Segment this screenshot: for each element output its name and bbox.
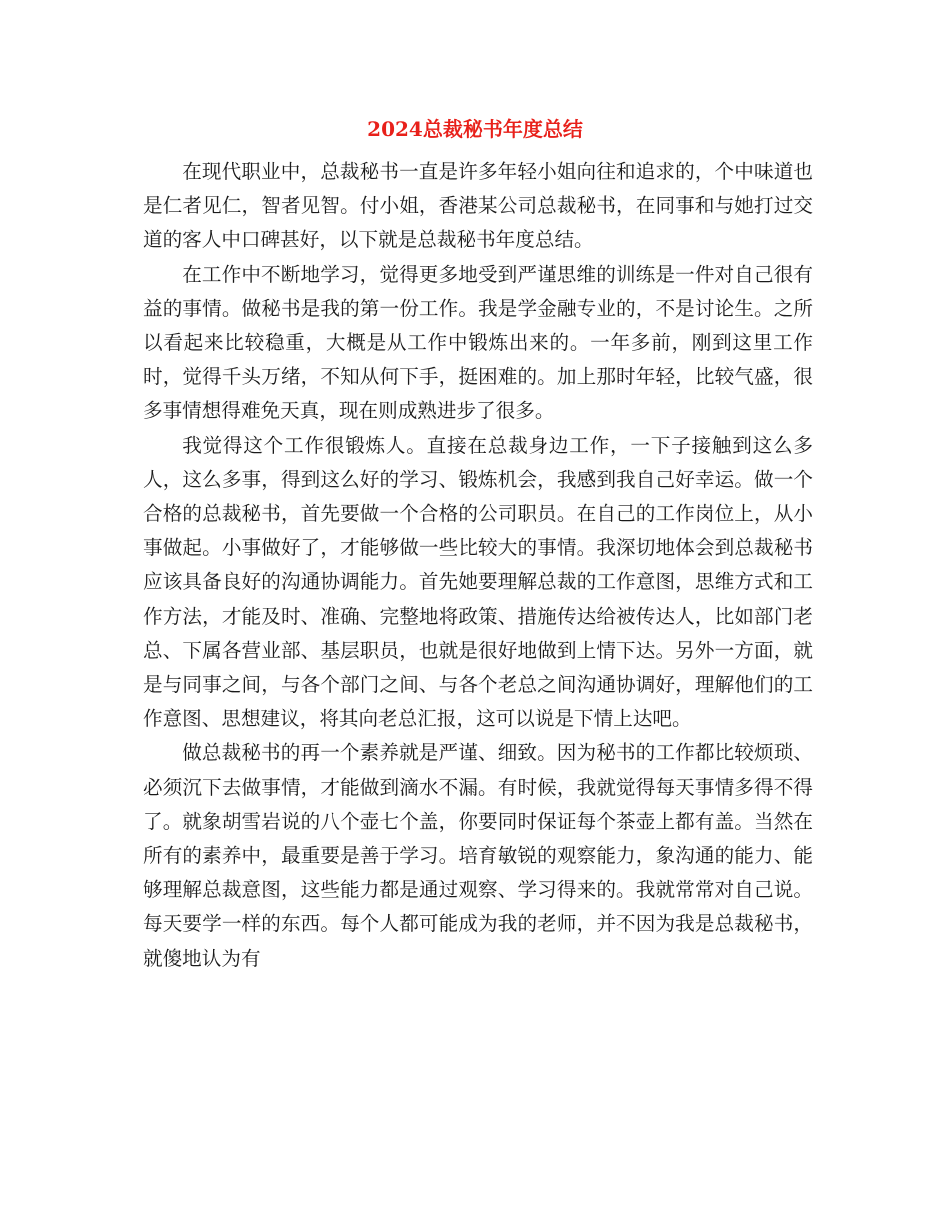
document-body <box>143 155 813 976</box>
paragraph: 做总裁秘书的再一个素养就是严谨、细致。因为秘书的工作都比较烦琐、必须沉下去做事情，才能做到滴水不漏。有时候，我就觉得每天事情多得不得了。就象胡雪岩说的八个壶七个盖，你要同时保证每个茶壶上都有盖。当然在所有的素养中，最重要是善于学习。培育敏锐的观察能力，象沟通的能力、能够理解总裁意图，这些能力都是通过观察、学习得来的。我就常常对自己说。每天要学一样的东西。每个人都可能成为我的老师，并不因为我是总裁秘书，就傻地认为有 <box>143 741 813 970</box>
document-title: 2024总裁秘书年度总结 <box>367 117 583 141</box>
paragraph: 我觉得这个工作很锻炼人。直接在总裁身边工作，一下子接触到这么多人，这么多事，得到这么好的学习、锻炼机会，我感到我自己好幸运。做一个合格的总裁秘书，首先要做一个合格的公司职员。在自己的工作岗位上，从小事做起。小事做好了，才能够做一些比较大的事情。我深切地体会到总裁秘书应该具备良好的沟通协调能力。首先她要理解总裁的工作意图，思维方式和工作方法，才能及时、准确、完整地将政策、措施传达给被传达人，比如部门老总、下属各营业部、基层职员，也就是很好地做到上情下达。另外一方面，就是与同事之间，与各个部门之间、与各个老总之间沟通协调好，理解他们的工作意图、思想建议，将其向老总汇报，这可以说是下情上达吧。 <box>143 433 813 731</box>
paragraph: 在工作中不断地学习，觉得更多地受到严谨思维的训练是一件对自己很有益的事情。做秘书是我的第一份工作。我是学金融专业的，不是讨论生。之所以看起来比较稳重，大概是从工作中锻炼出来的。一年多前，刚到这里工作时，觉得千头万绪，不知从何下手，挺困难的。加上那时年轻，比较气盛，很多事情想得难免天真，现在则成熟进步了很多。 <box>143 262 813 423</box>
paragraph: 在现代职业中，总裁秘书一直是许多年轻小姐向往和追求的，个中味道也是仁者见仁，智者见智。付小姐，香港某公司总裁秘书，在同事和与她打过交道的客人中口碑甚好，以下就是总裁秘书年度总结。 <box>143 160 813 252</box>
